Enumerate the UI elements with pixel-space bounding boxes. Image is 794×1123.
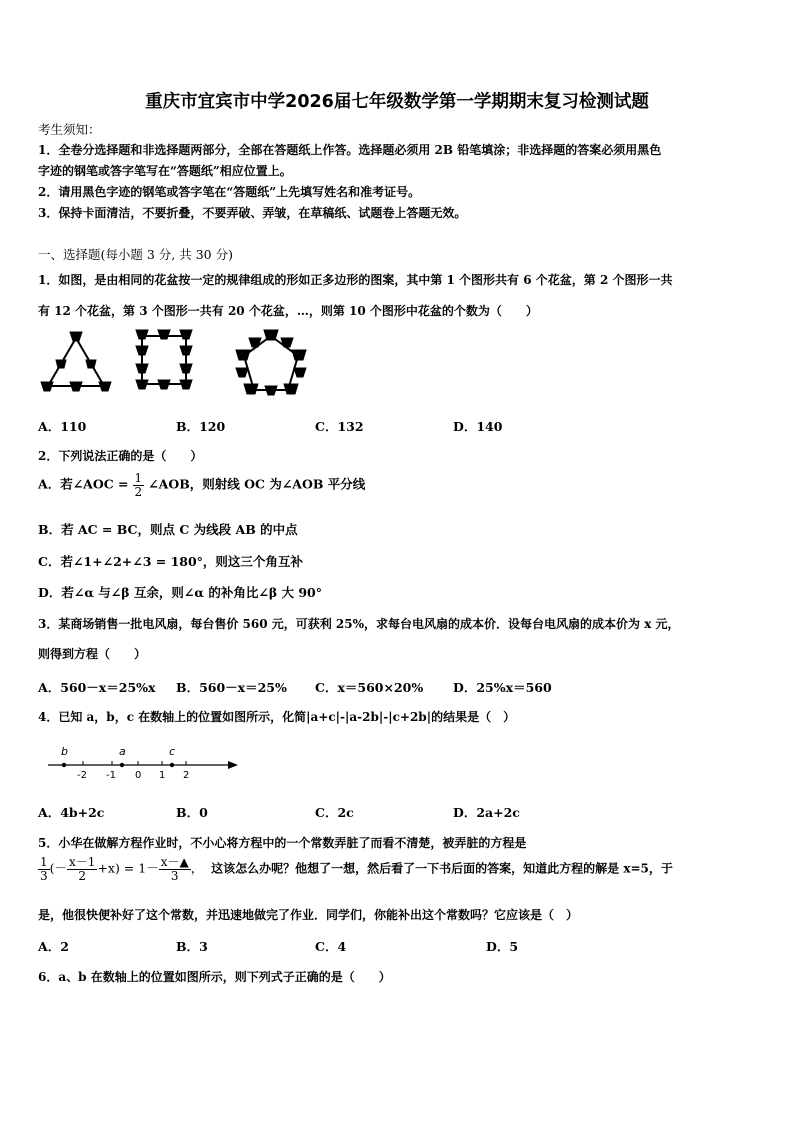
q4-point-b (62, 763, 66, 767)
q5-equation-line: $\frac{1}{3}$ (－ $\frac{x-1}{2}$ +x) = 1－ $\frac{x-▲}{3}$ ， 这该怎么办呢？他想了一想，然后看了一下书后面的答案，知道此方程的解是 x=5，于 (40, 855, 673, 883)
q5-f1-den: 3 (40, 868, 48, 883)
q3-option-a[interactable]: A．560－x＝25%x (38, 680, 156, 695)
q4-option-c[interactable]: C．2c (315, 805, 354, 820)
q4-option-a[interactable]: A．4b+2c (38, 805, 105, 820)
q4-tick-label-0: 0 (135, 770, 142, 781)
q4-stem: 4．已知 a，b，c 在数轴上的位置如图所示，化简|a+c|-|a-2b|-|c+2b|的结果是（ ） (38, 710, 516, 724)
q3-line-2: 则得到方程（ ） (38, 647, 147, 661)
q4-option-d[interactable]: D．2a+2c (453, 805, 520, 820)
notice-line-3: 3．保持卡面清洁，不要折叠，不要弄破、弄皱，在草稿纸、试题卷上答题无效。 (38, 206, 467, 220)
notice-line-1b: 字迹的钢笔或答字笔写在“答题纸”相应位置上。 (38, 164, 292, 178)
q4-tick-label-1: 1 (159, 770, 166, 781)
q3-option-b[interactable]: B．560－x＝25% (176, 680, 287, 695)
q5-f2-num: x－1 (69, 855, 96, 869)
q5-frac-2 (67, 856, 97, 882)
q3-option-d[interactable]: D．25%x＝560 (453, 680, 552, 695)
q1-option-b[interactable]: B．120 (176, 419, 226, 434)
q4-tick-label-m2: -2 (77, 770, 87, 781)
q4-label-c: c (169, 745, 176, 758)
q4-point-a (120, 763, 124, 767)
q1-option-a[interactable]: A．110 (38, 419, 87, 434)
q4-label-b: b (61, 745, 68, 758)
q5-intro: 5．小华在做解方程作业时，不小心将方程中的一个常数弄脏了而看不清楚，被弄脏的方程是 (38, 836, 527, 850)
q4-axis-arrow (228, 761, 238, 769)
q2-a-num: 1 (134, 471, 143, 485)
q1-option-c[interactable]: C．132 (315, 419, 364, 434)
q4-option-b[interactable]: B．0 (176, 805, 208, 820)
notice-line-2: 2．请用黑色字迹的钢笔或答字笔在“答题纸”上先填写姓名和准考证号。 (38, 185, 421, 199)
q5-paren: (－ (49, 860, 68, 876)
q5-f2-den: 2 (78, 868, 87, 883)
q1-option-d[interactable]: D．140 (453, 419, 503, 434)
q5-frac-3 (159, 856, 191, 882)
q4-label-a: a (119, 745, 126, 758)
q2-stem: 2．下列说法正确的是（ ） (38, 449, 203, 463)
q5-option-d[interactable]: D．5 (486, 939, 519, 954)
q2-option-d[interactable]: D．若∠α 与∠β 互余，则∠α 的补角比∠β 大 90° (38, 585, 322, 600)
q5-f3-den: 3 (170, 868, 179, 883)
q2-option-c[interactable]: C．若∠1+∠2+∠3 = 180°，则这三个角互补 (38, 554, 303, 569)
q5-f3-num: x－▲ (160, 855, 189, 869)
page-title: 重庆市宜宾市中学2026届七年级数学第一学期期末复习检测试题 (145, 92, 649, 112)
notice-line-1a: 1．全卷分选择题和非选择题两部分，全部在答题纸上作答。选择题必须用 2B 铅笔填涂；非选择题的答案必须用黑色 (38, 143, 662, 157)
q5-option-b[interactable]: B．3 (176, 939, 208, 954)
q3-option-c[interactable]: C．x＝560×20% (315, 680, 424, 695)
notice-heading: 考生须知： (38, 122, 101, 137)
q5-frac-1 (38, 856, 50, 882)
triangle-figure (41, 332, 111, 391)
q2-a-suffix: ∠AOB，则射线 OC 为∠AOB 平分线 (148, 476, 366, 492)
q5-f1-num: 1 (40, 855, 48, 869)
q6-stem: 6．a、b 在数轴上的位置如图所示，则下列式子正确的是（ ） (38, 970, 391, 984)
square-figure (136, 330, 192, 389)
q5-mid: +x) = 1－ (97, 860, 159, 876)
q5-option-c[interactable]: C．4 (315, 939, 347, 954)
q1-line-1: 1．如图，是由相同的花盆按一定的规律组成的形如正多边形的图案，其中第 1 个图形共有 6 个花盆，第 2 个图形一共 (38, 273, 673, 287)
q5-tail: 这该怎么办呢？他想了一想，然后看了一下书后面的答案，知道此方程的解是 x=5，于 (211, 861, 673, 876)
q2-option-a[interactable] (38, 472, 365, 498)
section-heading: 一、选择题(每小题 3 分, 共 30 分) (38, 247, 233, 262)
q4-number-line (40, 743, 245, 783)
q4-tick-label-2: 2 (183, 770, 190, 781)
q3-line-1: 3．某商场销售一批电风扇，每台售价 560 元，可获利 25%，求每台电风扇的成本价．设每台电风扇的成本价为 x 元， (38, 617, 680, 631)
q1-line-2: 有 12 个花盆，第 3 个图形一共有 20 个花盆，…，则第 10 个图形中花盆的个数为（ ） (38, 304, 538, 318)
q5-option-a[interactable]: A．2 (38, 939, 69, 954)
q2-a-fraction (133, 472, 145, 498)
q4-tick-label-m1: -1 (106, 770, 116, 781)
q5-line-3: 是，他很快便补好了这个常数，并迅速地做完了作业．同学们，你能补出这个常数吗？它应该是（ ） (38, 908, 579, 922)
q4-point-c (170, 763, 174, 767)
pentagon-figure (236, 330, 306, 395)
flowerpot-figures (38, 326, 313, 406)
q2-option-b[interactable]: B．若 AC = BC，则点 C 为线段 AB 的中点 (38, 522, 298, 537)
q2-a-prefix: A．若∠AOC = (38, 476, 129, 492)
q2-a-den: 2 (134, 484, 143, 499)
